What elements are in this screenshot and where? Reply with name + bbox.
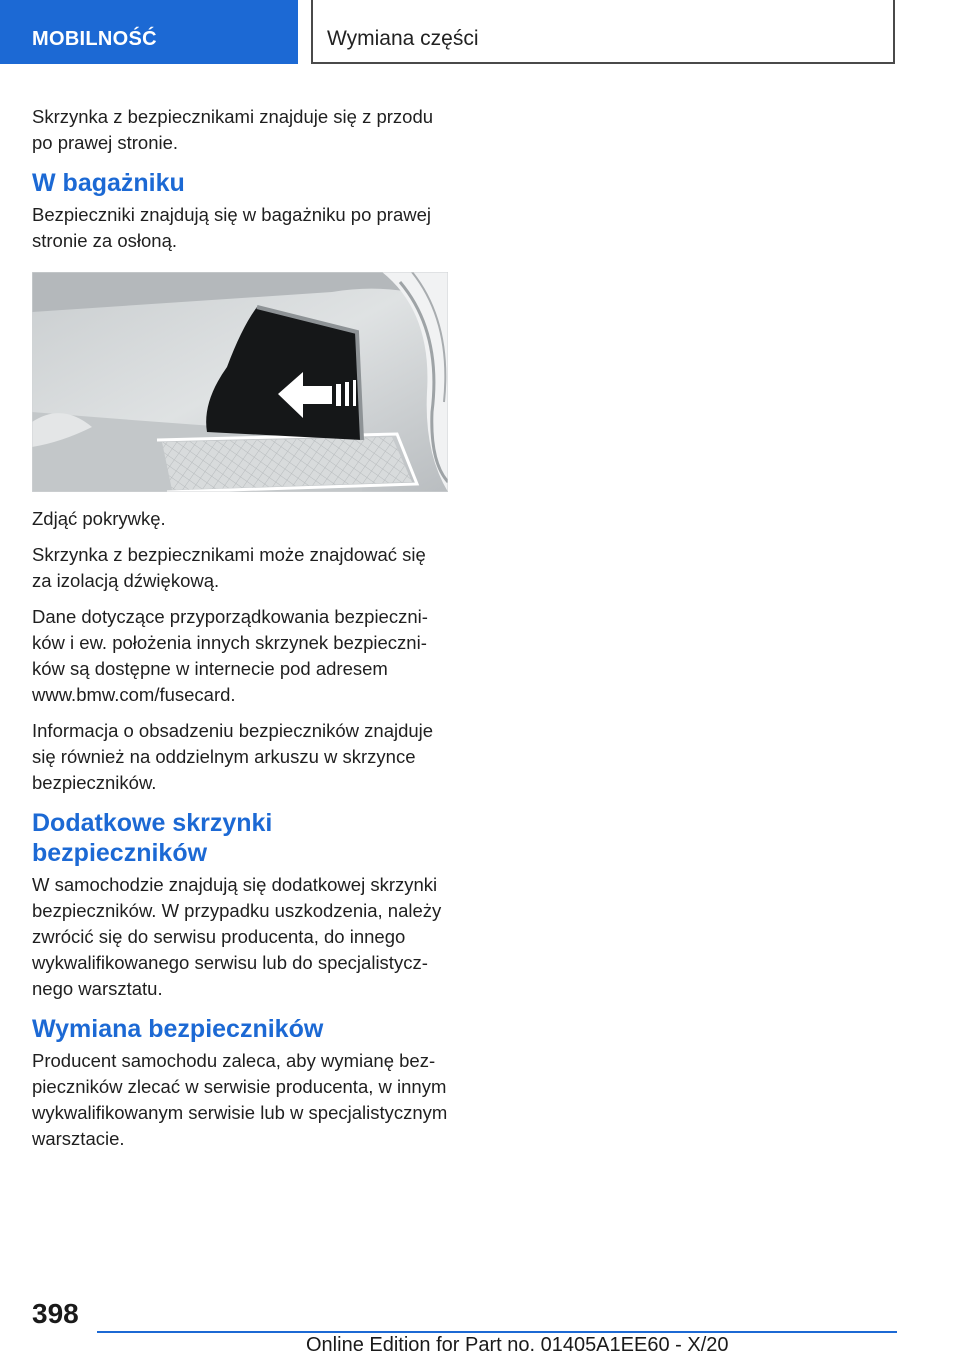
page-number: 398 [32, 1298, 79, 1329]
section-title: MOBILNOŚĆ [32, 28, 157, 50]
trunk-heading: W bagażniku [32, 169, 185, 197]
figure-caption: Zdjąć pokrywkę. [32, 508, 166, 529]
trunk-paragraph-2: Dane dotyczące przyporządkowania bezpieczników i ew. położenia innych skrzynek bezpieczników są dostępne w internecie pod adresem www.bmw.com/fusecard. [32, 606, 428, 705]
chapter-title: Wymiana części [327, 27, 479, 50]
trunk-fuse-cover-illustration [32, 272, 448, 492]
intro-paragraph: Skrzynka z bezpiecznikami znajduje się z przodu po prawej stronie. [32, 106, 434, 153]
replacement-paragraph: Producent samochodu zaleca, aby wymianę bezpieczników zlecać w serwisie producenta, w innym wykwalifikowanym serwisie lub w specjalistycznym warsztacie. [32, 1050, 448, 1149]
footer-edition: Online Edition for Part no. 01405A1EE60 - X/20 [306, 1334, 729, 1356]
trunk-paragraph: Bezpieczniki znajdują się w bagażniku po prawej stronie za osłoną. [32, 204, 432, 251]
trunk-paragraph-1: Skrzynka z bezpiecznikami może znajdować się za izolacją dźwiękową. [32, 544, 426, 591]
replacement-heading: Wymiana bezpieczników [32, 1015, 324, 1043]
extra-boxes-heading: Dodatkowe skrzynki bezpieczników [32, 809, 273, 867]
chapter-header [311, 0, 895, 64]
extra-boxes-paragraph: W samochodzie znajdują się dodatkowej skrzynki bezpieczników. W przypadku uszkodzenia, należy zwrócić się do serwisu producenta, do innego wykwalifikowanego serwisu lub do specjalistycznego warsztatu. [32, 874, 442, 999]
section-tab [0, 0, 298, 64]
footer-divider [97, 1331, 897, 1333]
trunk-paragraph-3: Informacja o obsadzeniu bezpieczników znajduje się również na oddzielnym arkuszu w skrzynce bezpieczników. [32, 720, 434, 793]
content-column [32, 104, 448, 1162]
